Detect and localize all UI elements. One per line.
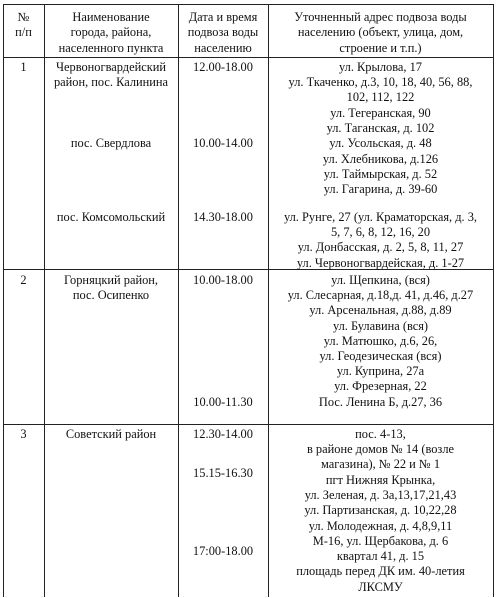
header-time-line: подвоза воды	[187, 25, 259, 40]
address-line: ул. Тегеранская, 90	[330, 106, 431, 120]
row-divider-2	[3, 424, 494, 425]
header-locality	[44, 10, 178, 56]
delivery-time: 10.00-11.30	[193, 395, 253, 409]
address-line: ул. Геодезическая (вся)	[319, 349, 442, 364]
address-line: Пос. Ленина Б, д.27, 36	[318, 395, 443, 409]
address-line: ул. Усольская, д. 48	[329, 136, 432, 151]
address-line: ул. Таганская, д. 102	[326, 121, 435, 136]
address-line: пос. 4-13,	[355, 427, 406, 441]
address-line: ул. Партизанская, д. 10,22,28	[304, 503, 457, 518]
address-line: ул. Фрезерная, 22	[334, 379, 427, 394]
address-line: ул. Червоногвардейская, д. 1-27	[296, 255, 465, 270]
address-line: квартал 41, д. 15	[336, 549, 425, 564]
delivery-time: 10.00-14.00	[193, 136, 253, 150]
header-address-line: населению (объект, улица, дом,	[297, 25, 464, 40]
locality-line: район, пос. Калинина	[53, 75, 169, 90]
header-number-line: п/п	[15, 25, 32, 40]
address-line: ул. Крылова, 17	[339, 60, 422, 74]
table-border-right	[493, 4, 494, 597]
delivery-time: 17:00-18.00	[192, 544, 254, 558]
address-line: ул. Щепкина, (вся)	[331, 273, 430, 287]
header-delivery-time	[178, 10, 268, 56]
address-list	[268, 395, 493, 410]
table-border-left	[3, 4, 4, 597]
header-divider	[3, 57, 494, 58]
address-line: 102, 112, 122	[346, 90, 415, 105]
delivery-time: 12.00-18.00	[193, 60, 253, 74]
address-line: 5, 7, 6, 8, 12, 16, 20	[330, 225, 431, 240]
address-list	[268, 210, 493, 271]
header-locality-line: города, района,	[70, 25, 152, 40]
delivery-time: 10.00-18.00	[193, 273, 253, 287]
column-divider-2	[178, 4, 179, 597]
address-list	[268, 60, 493, 106]
locality-name	[44, 427, 178, 442]
delivery-time: 14.30-18.00	[193, 210, 253, 224]
address-list	[268, 273, 493, 395]
address-line: ул. Матюшко, д.6, 26,	[323, 333, 438, 348]
table-border-top	[3, 4, 494, 5]
address-line: пгт Нижняя Крынка,	[325, 473, 436, 487]
address-line: ул. Зеленая, д. 3а,13,17,21,43	[304, 488, 457, 503]
address-line: ул. Таймырская, д. 52	[323, 166, 438, 181]
header-time-line: населению	[194, 40, 252, 55]
locality-line: пос. Свердлова	[70, 136, 152, 150]
header-address-line: строение и т.п.)	[339, 40, 422, 55]
address-line: магазина), № 22 и № 1	[320, 457, 441, 472]
address-list	[268, 473, 493, 534]
address-line: площадь перед ДК им. 40-летия	[296, 564, 465, 579]
address-line: ЛКСМУ	[358, 579, 403, 594]
address-list	[268, 106, 493, 197]
address-line: М-16, ул. Щербакова, д. 6	[312, 534, 449, 548]
address-list	[268, 534, 493, 595]
locality-line: пос. Комсомольский	[56, 210, 166, 224]
address-line: ул. Арсенальная, д.88, д.89	[309, 303, 452, 318]
address-line: ул. Гагарина, д. 39-60	[323, 182, 438, 197]
delivery-time: 15.15-16.30	[193, 466, 253, 480]
locality-line: Горняцкий район,	[63, 273, 159, 287]
address-line: ул. Молодежная, д. 4,8,9,11	[308, 518, 453, 533]
locality-line: Червоногвардейский	[55, 60, 167, 74]
row-number: 3	[20, 427, 27, 441]
delivery-time: 12.30-14.00	[193, 427, 253, 441]
row-number: 2	[20, 273, 27, 287]
address-line: ул. Рунге, 27 (ул. Краматорская, д. 3,	[283, 210, 478, 224]
header-time-line: Дата и время	[188, 10, 258, 24]
row-number: 1	[20, 60, 27, 74]
locality-name	[44, 136, 178, 151]
header-address-line: Уточненный адрес подвоза воды	[294, 10, 467, 24]
address-list	[268, 427, 493, 473]
locality-name	[44, 273, 178, 303]
address-line: ул. Булавина (вся)	[332, 318, 429, 333]
locality-line: Советский район	[65, 427, 157, 441]
address-line: ул. Ткаченко, д.3, 10, 18, 40, 56, 88,	[288, 75, 473, 90]
header-locality-line: Наименование	[72, 10, 150, 24]
address-line: в районе домов № 14 (возле	[306, 442, 455, 457]
locality-name	[44, 60, 178, 90]
header-locality-line: населенного пункта	[58, 40, 164, 55]
address-line: ул. Куприна, 27а	[336, 364, 425, 379]
locality-line: пос. Осипенко	[72, 288, 150, 303]
address-line: ул. Донбасская, д. 2, 5, 8, 11, 27	[297, 240, 464, 255]
locality-name	[44, 210, 178, 225]
address-line: ул. Хлебникова, д.126	[322, 151, 439, 166]
header-number	[3, 10, 44, 41]
header-address	[268, 10, 493, 56]
address-line: ул. Слесарная, д.18,д. 41, д.46, д.27	[287, 288, 474, 303]
header-number-line: №	[17, 10, 30, 24]
